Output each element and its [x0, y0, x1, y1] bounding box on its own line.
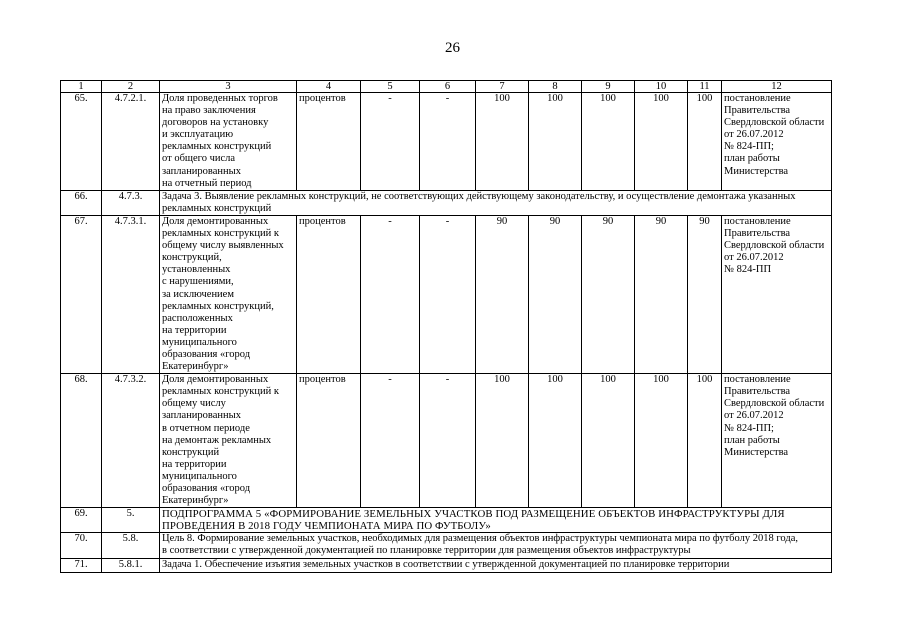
row-code: 5.8. [102, 533, 160, 558]
value-col-9: 100 [582, 93, 635, 191]
value-col-5: - [361, 215, 420, 373]
row-code: 4.7.3. [102, 190, 160, 215]
column-header: 12 [722, 81, 832, 93]
page-number: 26 [445, 40, 460, 56]
value-col-10: 90 [635, 215, 688, 373]
column-header: 4 [297, 81, 361, 93]
row-code: 4.7.3.1. [102, 215, 160, 373]
subprogram-title: ПОДПРОГРАММА 5 «ФОРМИРОВАНИЕ ЗЕМЕЛЬНЫХ УЧАСТКОВ ПОД РАЗМЕЩЕНИЕ ОБЪЕКТОВ ИНФРАСТРУКТУРЫ ДЛЯ ПРОВЕДЕНИЯ В 2018 ГОДУ ЧЕМПИОНАТА МИРА ПО ФУТБОЛУ» [160, 508, 832, 533]
value-col-8: 100 [529, 374, 582, 508]
value-col-11: 90 [688, 215, 722, 373]
source-document: постановление Правительства Свердловской области от 26.07.2012 № 824-ПП; план работы Министерства [722, 374, 832, 508]
value-col-6: - [420, 215, 476, 373]
value-col-9: 90 [582, 215, 635, 373]
value-col-7: 100 [476, 93, 529, 191]
value-col-10: 100 [635, 374, 688, 508]
column-header: 9 [582, 81, 635, 93]
value-col-8: 100 [529, 93, 582, 191]
table-row [61, 558, 832, 572]
value-col-11: 100 [688, 93, 722, 191]
value-col-10: 100 [635, 93, 688, 191]
column-header: 3 [160, 81, 297, 93]
table-row [61, 508, 832, 533]
unit: процентов [297, 374, 361, 508]
column-header: 11 [688, 81, 722, 93]
value-col-8: 90 [529, 215, 582, 373]
row-number: 65. [61, 93, 102, 191]
indicator-name: Доля демонтированных рекламных конструкций к общему числу запланированных в отчетном периоде на демонтаж рекламных конструкций на территории муниципального образования «город Екатеринбург» [160, 374, 297, 508]
row-number: 68. [61, 374, 102, 508]
value-col-5: - [361, 374, 420, 508]
table-header-row [61, 81, 832, 93]
table-row [61, 190, 832, 215]
row-code: 4.7.3.2. [102, 374, 160, 508]
table-row [61, 215, 832, 373]
goal-text: Цель 8. Формирование земельных участков, необходимых для размещения объектов инфраструктуры чемпионата мира по футболу 2018 года, в соответствии с утвержденной документацией по планировке территории для размещения объектов инфраструктуры [160, 533, 832, 558]
task-text: Задача 1. Обеспечение изъятия земельных участков в соответствии с утвержденной документацией по планировке территории [160, 558, 832, 572]
column-header: 7 [476, 81, 529, 93]
row-number: 70. [61, 533, 102, 558]
column-header: 5 [361, 81, 420, 93]
value-col-7: 90 [476, 215, 529, 373]
table-row [61, 533, 832, 558]
row-number: 71. [61, 558, 102, 572]
value-col-9: 100 [582, 374, 635, 508]
row-number: 67. [61, 215, 102, 373]
indicator-name: Доля проведенных торгов на право заключения договоров на установку и эксплуатацию рекламных конструкций от общего числа запланированных на отчетный период [160, 93, 297, 191]
value-col-6: - [420, 374, 476, 508]
column-header: 10 [635, 81, 688, 93]
row-code: 5. [102, 508, 160, 533]
unit: процентов [297, 215, 361, 373]
value-col-5: - [361, 93, 420, 191]
column-header: 2 [102, 81, 160, 93]
task-text: Задача 3. Выявление рекламных конструкций, не соответствующих действующему законодательству, и осуществление демонтажа указанных рекламных конструкций [160, 190, 832, 215]
column-header: 1 [61, 81, 102, 93]
value-col-6: - [420, 93, 476, 191]
value-col-7: 100 [476, 374, 529, 508]
column-header: 6 [420, 81, 476, 93]
row-code: 5.8.1. [102, 558, 160, 572]
unit: процентов [297, 93, 361, 191]
table-row [61, 93, 832, 191]
indicators-table [60, 80, 832, 573]
row-code: 4.7.2.1. [102, 93, 160, 191]
value-col-11: 100 [688, 374, 722, 508]
column-header: 8 [529, 81, 582, 93]
source-document: постановление Правительства Свердловской области от 26.07.2012 № 824-ПП; план работы Министерства [722, 93, 832, 191]
table-row [61, 374, 832, 508]
row-number: 66. [61, 190, 102, 215]
source-document: постановление Правительства Свердловской области от 26.07.2012 № 824-ПП [722, 215, 832, 373]
row-number: 69. [61, 508, 102, 533]
indicator-name: Доля демонтированных рекламных конструкций к общему числу выявленных конструкций, установленных с нарушениями, за исключением рекламных конструкций, расположенных на территории муниципального образования «город Екатеринбург» [160, 215, 297, 373]
